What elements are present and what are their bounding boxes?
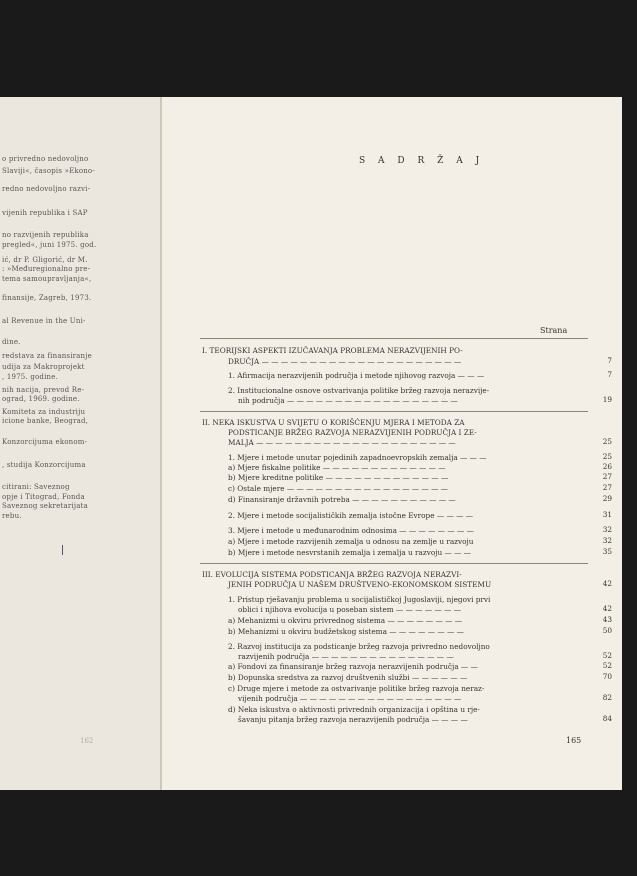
toc-page-number: 7 [607, 356, 612, 365]
toc-page-number: 52 [602, 661, 612, 670]
toc-page-number: 27 [602, 483, 612, 492]
left-page-line: no razvijenih republika [2, 231, 89, 239]
right-page [162, 97, 622, 790]
left-page-line: , 1975. godine. [2, 373, 59, 381]
toc-page-number: 42 [602, 579, 612, 588]
page-title: S A D R Ž A J [359, 156, 485, 166]
left-page-line: tema samoupravljanja«, [2, 275, 92, 283]
left-page-line: : »Međuregionalno pre- [2, 265, 91, 273]
left-page-line: Slaviji«, časopis »Ekono- [2, 167, 95, 175]
toc-chapter-heading: II. NEKA ISKUSTVA U SVIJETU O KORIŠĆENJU MJERA I METODA ZA [202, 418, 465, 427]
toc-entry: b) Mjere kreditne politike — — — — — — — — — — — — — [228, 473, 449, 482]
left-page-line: icione banke, Beograd, [2, 417, 89, 425]
left-page-line: Saveznog sekretarijata [2, 502, 88, 510]
left-page-number: 162 [80, 737, 94, 745]
toc-page-number: 82 [602, 693, 612, 702]
toc-page-number: 7 [607, 370, 612, 379]
toc-chapter-heading: III. EVOLUCIJA SISTEMA PODSTICANJA BRŽEG RAZVOJA NERAZVI- [202, 570, 462, 579]
toc-page-number: 25 [602, 437, 612, 446]
toc-entry: 1. Pristup rješavanju problema u socijalističkoj Jugoslaviji, njegovi prvi [228, 595, 491, 604]
toc-entry: d) Neka iskustva o aktivnosti privrednih organizacija i opština u rje- [228, 705, 480, 714]
toc-entry: d) Finansiranje državnih potreba — — — — — — — — — — — [228, 495, 456, 504]
toc-page-number: 35 [602, 547, 612, 556]
toc-page-number: 32 [602, 536, 612, 545]
left-page-line: dine. [2, 338, 21, 346]
toc-page-number: 70 [602, 672, 612, 681]
toc-page-number: 19 [602, 395, 612, 404]
toc-page-number: 32 [602, 525, 612, 534]
toc-entry: a) Mjere fiskalne politike — — — — — — — — — — — — — [228, 463, 446, 472]
toc-entry: 1. Mjere i metode unutar pojedinih zapadnoevropskih zemalja — — — [228, 453, 487, 462]
toc-entry: c) Ostale mjere — — — — — — — — — — — — — — — — — [228, 484, 449, 493]
toc-entry: b) Mjere i metode nesvrstanih zemalja i zemalja u razvoju — — — [228, 548, 472, 557]
left-page-line: Konzorcijuma ekonom- [2, 438, 88, 446]
toc-entry: DRUČJA — — — — — — — — — — — — — — — — — — — — — [228, 357, 462, 366]
left-page-line: al Revenue in the Uni- [2, 317, 86, 325]
toc-page-number: 43 [602, 615, 612, 624]
toc-entry: b) Dopunska sredstva za razvoj društvenih službi — — — — — — [228, 673, 468, 682]
toc-page-number: 29 [602, 494, 612, 503]
toc-entry: 3. Mjere i metode u međunarodnim odnosima — — — — — — — — [228, 526, 474, 535]
left-page-line: udija za Makroprojekt [2, 363, 85, 371]
toc-page-number: 42 [602, 604, 612, 613]
divider [200, 563, 588, 564]
left-page-line: , studija Konzorcijuma [2, 461, 86, 469]
toc-entry: MALJA — — — — — — — — — — — — — — — — — — — — — [228, 438, 456, 447]
left-page-line: ograd, 1969. godine. [2, 395, 80, 403]
toc-entry: oblici i njihova evolucija u poseban sistem — — — — — — — [238, 605, 462, 614]
toc-entry: a) Fondovi za finansiranje bržeg razvoja nerazvijenih područja — — [228, 662, 478, 671]
toc-entry: 1. Afirmacija nerazvijenih područja i metode njihovog razvoja — — — [228, 371, 485, 380]
left-page-line: finansije, Zagreb, 1973. [2, 294, 92, 302]
left-page-line: Komiteta za industriju [2, 408, 86, 416]
toc-page-number: 84 [602, 714, 612, 723]
left-page-line: redno nedovoljno razvi- [2, 185, 91, 193]
page-number: 165 [566, 736, 582, 745]
toc-entry: a) Mjere i metode razvijenih zemalja u odnosu na zemlje u razvoju [228, 537, 474, 546]
toc-entry: c) Druge mjere i metode za ostvarivanje politike bržeg razvoja neraz- [228, 684, 485, 693]
ink-mark [62, 545, 63, 555]
divider [200, 411, 588, 412]
toc-entry: nih područja — — — — — — — — — — — — — — — — — — [238, 396, 458, 405]
toc-page-number: 27 [602, 472, 612, 481]
left-page-line: o privredno nedovoljno [2, 155, 89, 163]
left-page-line: citirani: Saveznog [2, 483, 70, 491]
left-page-line: opje i Titograd, Fonda [2, 493, 85, 501]
toc-page-number: 52 [602, 651, 612, 660]
toc-chapter-heading: I. TEORIJSKI ASPEKTI IZUČAVANJA PROBLEMA NERAZVIJENIH PO- [202, 346, 463, 355]
left-page [0, 97, 162, 790]
toc-entry: vijenih područja — — — — — — — — — — — — — — — — — [238, 694, 462, 703]
toc-entry: razvijenih područja — — — — — — — — — — — — — — — [238, 652, 454, 661]
divider [200, 338, 588, 339]
toc-entry: JENIH PODRUČJA U NAŠEM DRUŠTVENO-EKONOMSKOM SISTEMU [228, 580, 492, 589]
toc-entry: a) Mehanizmi u okviru privrednog sistema — — — — — — — — [228, 616, 463, 625]
toc-entry: b) Mehanizmi u okviru budžetskog sistema — — — — — — — — [228, 627, 464, 636]
left-page-line: redstava za finansiranje [2, 352, 92, 360]
toc-entry: 2. Razvoj institucija za podsticanje bržeg razvoja privredno nedovoljno [228, 642, 490, 651]
column-header-strana: Strana [540, 326, 568, 335]
toc-entry: 2. Mjere i metode socijalističkih zemalja istočne Evrope — — — — [228, 511, 474, 520]
left-page-line: pregled«, juni 1975. god. [2, 241, 97, 249]
toc-page-number: 50 [602, 626, 612, 635]
toc-page-number: 26 [602, 462, 612, 471]
left-page-line: nih nacija, prevod Re- [2, 386, 85, 394]
toc-entry: 2. Institucionalne osnove ostvarivanja politike bržeg razvoja nerazvije- [228, 386, 490, 395]
left-page-line: ić, dr P. Gligorić, dr M. [2, 256, 88, 264]
toc-chapter-heading: PODSTICANJE BRŽEG RAZVOJA NERAZVIJENIH PODRUČJA I ZE- [228, 428, 477, 437]
toc-entry: šavanju pitanja bržeg razvoja nerazvijenih područja — — — — [238, 715, 468, 724]
left-page-line: vijenih republika i SAP [2, 209, 88, 217]
toc-page-number: 31 [602, 510, 612, 519]
toc-page-number: 25 [602, 452, 612, 461]
left-page-line: rebu. [2, 512, 22, 520]
